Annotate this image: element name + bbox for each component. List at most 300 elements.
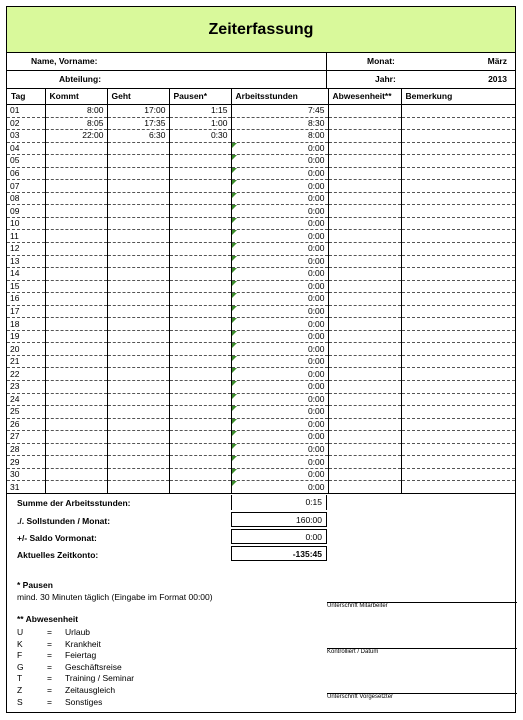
arbeitsstunden-cell[interactable] — [231, 418, 328, 431]
pausen-cell[interactable] — [169, 280, 231, 293]
abwesenheit-cell[interactable] — [328, 268, 401, 281]
kommt-cell[interactable] — [45, 330, 107, 343]
table-row — [7, 381, 515, 394]
kommt-cell[interactable] — [45, 393, 107, 406]
bemerkung-cell[interactable] — [401, 343, 515, 356]
pausen-cell[interactable] — [169, 393, 231, 406]
day-cell[interactable]: 05 — [7, 155, 45, 168]
header-row-department — [7, 71, 515, 89]
kommt-cell[interactable] — [45, 243, 107, 256]
col-header-bemerkung: Bemerkung — [401, 88, 515, 105]
abwesenheit-cell[interactable] — [328, 117, 401, 130]
geht-cell[interactable] — [107, 230, 169, 243]
pausen-cell[interactable] — [169, 431, 231, 444]
absence-code: U — [17, 627, 24, 637]
comment-marker-icon — [232, 205, 237, 210]
kommt-cell[interactable] — [45, 355, 107, 368]
pausen-cell[interactable] — [169, 368, 231, 381]
arbeitsstunden-value: 0:00 — [307, 168, 325, 178]
year-label: Jahr: — [375, 74, 396, 84]
abwesenheit-cell[interactable] — [328, 142, 401, 155]
bemerkung-cell[interactable] — [401, 406, 515, 419]
comment-marker-icon — [232, 419, 237, 424]
geht-cell[interactable] — [107, 243, 169, 256]
pausen-cell[interactable] — [169, 355, 231, 368]
arbeitsstunden-value: 0:00 — [307, 218, 325, 229]
arbeitsstunden-cell[interactable] — [231, 192, 328, 205]
pausen-cell[interactable] — [169, 205, 231, 218]
kommt-cell[interactable] — [45, 381, 107, 394]
table-row — [7, 330, 515, 343]
day-cell[interactable]: 09 — [7, 205, 45, 218]
arbeitsstunden-value: 0:00 — [307, 406, 325, 417]
abwesenheit-cell[interactable] — [328, 205, 401, 218]
table-row — [7, 456, 515, 469]
abwesenheit-cell[interactable] — [328, 431, 401, 444]
arbeitsstunden-cell[interactable] — [231, 456, 328, 469]
abwesenheit-cell[interactable] — [328, 192, 401, 205]
arbeitsstunden-cell[interactable]: 7:45 — [231, 105, 328, 118]
kommt-cell[interactable] — [45, 155, 107, 168]
geht-cell[interactable] — [107, 180, 169, 193]
bemerkung-cell[interactable] — [401, 130, 515, 143]
abwesenheit-cell[interactable] — [328, 230, 401, 243]
day-cell[interactable]: 08 — [7, 192, 45, 205]
arbeitsstunden-cell[interactable] — [231, 217, 328, 230]
bemerkung-cell[interactable] — [401, 318, 515, 331]
abwesenheit-cell[interactable] — [328, 167, 401, 180]
arbeitsstunden-cell[interactable] — [231, 468, 328, 481]
abwesenheit-cell[interactable] — [328, 381, 401, 394]
abwesenheit-cell[interactable] — [328, 355, 401, 368]
arbeitsstunden-cell[interactable] — [231, 155, 328, 168]
table-row — [7, 481, 515, 494]
arbeitsstunden-value: 0:00 — [307, 155, 325, 166]
bemerkung-cell[interactable] — [401, 443, 515, 456]
saldo-value: 0:00 — [231, 529, 327, 544]
geht-cell[interactable] — [107, 456, 169, 469]
arbeitsstunden-value: 0:00 — [307, 456, 325, 467]
geht-cell[interactable] — [107, 205, 169, 218]
pausen-cell[interactable] — [169, 330, 231, 343]
kommt-cell[interactable] — [45, 468, 107, 481]
table-header-row — [7, 88, 515, 105]
comment-marker-icon — [232, 256, 237, 261]
kommt-cell[interactable] — [45, 280, 107, 293]
abwesenheit-cell[interactable] — [328, 456, 401, 469]
kommt-cell[interactable] — [45, 318, 107, 331]
day-cell[interactable]: 03 — [7, 130, 45, 143]
kommt-cell[interactable] — [45, 217, 107, 230]
arbeitsstunden-cell[interactable] — [231, 393, 328, 406]
pausen-cell[interactable] — [169, 418, 231, 431]
bemerkung-cell[interactable] — [401, 105, 515, 118]
bemerkung-cell[interactable] — [401, 268, 515, 281]
absence-equals: = — [47, 685, 52, 695]
table-row — [7, 167, 515, 180]
kommt-cell[interactable] — [45, 343, 107, 356]
geht-cell[interactable] — [107, 155, 169, 168]
comment-marker-icon — [232, 306, 237, 311]
geht-cell[interactable] — [107, 368, 169, 381]
abwesenheit-cell[interactable] — [328, 155, 401, 168]
day-cell[interactable]: 12 — [7, 243, 45, 256]
arbeitsstunden-cell[interactable] — [231, 142, 328, 155]
abwesenheit-cell[interactable] — [328, 318, 401, 331]
kommt-cell[interactable] — [45, 368, 107, 381]
kommt-cell[interactable] — [45, 180, 107, 193]
arbeitsstunden-cell[interactable]: 8:00 — [231, 130, 328, 143]
bemerkung-cell[interactable] — [401, 180, 515, 193]
geht-cell[interactable] — [107, 381, 169, 394]
kommt-cell[interactable] — [45, 305, 107, 318]
bemerkung-cell[interactable] — [401, 368, 515, 381]
header-row-name — [7, 53, 515, 71]
comment-marker-icon — [232, 193, 237, 198]
absence-equals: = — [47, 696, 52, 707]
arbeitsstunden-cell[interactable] — [231, 481, 328, 494]
arbeitsstunden-cell[interactable] — [231, 330, 328, 343]
absence-code: F — [17, 650, 23, 661]
bemerkung-cell[interactable] — [401, 243, 515, 256]
bemerkung-cell[interactable] — [401, 481, 515, 494]
pausen-cell[interactable] — [169, 406, 231, 419]
absence-code: Z — [17, 685, 23, 695]
bemerkung-cell[interactable] — [401, 393, 515, 406]
pausen-cell[interactable] — [169, 180, 231, 193]
bemerkung-cell[interactable] — [401, 155, 515, 168]
bemerkung-cell[interactable] — [401, 431, 515, 444]
pausen-cell[interactable] — [169, 343, 231, 356]
absence-legend-title: ** Abwesenheit — [17, 614, 79, 624]
kommt-cell[interactable] — [45, 431, 107, 444]
comment-marker-icon — [232, 394, 237, 399]
geht-cell[interactable] — [107, 468, 169, 481]
kommt-cell[interactable] — [45, 142, 107, 155]
day-cell[interactable]: 13 — [7, 255, 45, 268]
comment-marker-icon — [232, 469, 237, 474]
pausen-cell[interactable] — [169, 443, 231, 456]
table-row — [7, 368, 515, 381]
bemerkung-cell[interactable] — [401, 142, 515, 155]
table-row — [7, 280, 515, 293]
arbeitsstunden-cell[interactable] — [231, 381, 328, 394]
geht-cell[interactable] — [107, 318, 169, 331]
col-header-kommt: Kommt — [45, 88, 107, 105]
arbeitsstunden-cell[interactable] — [231, 443, 328, 456]
arbeitsstunden-cell[interactable] — [231, 280, 328, 293]
geht-cell[interactable] — [107, 443, 169, 456]
absence-code: G — [17, 661, 24, 672]
comment-marker-icon — [232, 268, 237, 273]
pausen-cell[interactable] — [169, 456, 231, 469]
geht-cell[interactable] — [107, 305, 169, 318]
arbeitsstunden-cell[interactable] — [231, 167, 328, 180]
absence-equals: = — [47, 661, 52, 672]
day-cell[interactable]: 31 — [7, 481, 45, 494]
abwesenheit-cell[interactable] — [328, 243, 401, 256]
day-cell[interactable]: 02 — [7, 117, 45, 130]
table-row — [7, 130, 515, 143]
arbeitsstunden-value: 0:00 — [307, 180, 325, 191]
kommt-cell[interactable] — [45, 443, 107, 456]
bemerkung-cell[interactable] — [401, 293, 515, 306]
geht-cell[interactable] — [107, 343, 169, 356]
arbeitsstunden-value: 0:00 — [307, 431, 325, 442]
kommt-cell[interactable] — [45, 293, 107, 306]
timesheet — [6, 6, 516, 713]
kommt-cell[interactable] — [45, 406, 107, 419]
bemerkung-cell[interactable] — [401, 117, 515, 130]
day-cell[interactable]: 18 — [7, 318, 45, 331]
geht-cell[interactable]: 6:30 — [107, 130, 169, 143]
month-label: Monat: — [367, 56, 395, 66]
geht-cell[interactable] — [107, 393, 169, 406]
pausen-cell[interactable] — [169, 305, 231, 318]
geht-cell[interactable] — [107, 355, 169, 368]
pausen-note-title: * Pausen — [17, 580, 53, 590]
arbeitsstunden-value: 0:00 — [307, 255, 325, 266]
arbeitsstunden-cell[interactable] — [231, 243, 328, 256]
day-cell[interactable]: 30 — [7, 468, 45, 481]
arbeitsstunden-cell[interactable] — [231, 305, 328, 318]
bemerkung-cell[interactable] — [401, 456, 515, 469]
abwesenheit-cell[interactable] — [328, 105, 401, 118]
comment-marker-icon — [232, 431, 237, 436]
bemerkung-cell[interactable] — [401, 205, 515, 218]
pausen-cell[interactable] — [169, 255, 231, 268]
kommt-cell[interactable] — [45, 268, 107, 281]
day-cell[interactable]: 25 — [7, 406, 45, 419]
abwesenheit-cell[interactable] — [328, 393, 401, 406]
kommt-cell[interactable] — [45, 192, 107, 205]
absence-code: K — [17, 638, 23, 649]
bemerkung-cell[interactable] — [401, 305, 515, 318]
table-row — [7, 268, 515, 281]
day-cell[interactable]: 28 — [7, 443, 45, 456]
absence-equals: = — [47, 673, 52, 684]
geht-cell[interactable] — [107, 418, 169, 431]
arbeitsstunden-cell[interactable] — [231, 368, 328, 381]
bemerkung-cell[interactable] — [401, 255, 515, 268]
pausen-cell[interactable] — [169, 243, 231, 256]
day-cell[interactable]: 20 — [7, 343, 45, 356]
comment-marker-icon — [232, 143, 237, 148]
time-table — [7, 88, 515, 494]
absence-label: Zeitausgleich — [65, 685, 116, 695]
pausen-cell[interactable] — [169, 217, 231, 230]
geht-cell[interactable]: 17:00 — [107, 105, 169, 118]
signature-supervisor: Unterschrift Vorgesetzter — [327, 693, 517, 700]
arbeitsstunden-cell[interactable] — [231, 255, 328, 268]
bemerkung-cell[interactable] — [401, 381, 515, 394]
day-cell[interactable]: 04 — [7, 142, 45, 155]
abwesenheit-cell[interactable] — [328, 343, 401, 356]
pausen-cell[interactable] — [169, 192, 231, 205]
arbeitsstunden-cell[interactable] — [231, 355, 328, 368]
abwesenheit-cell[interactable] — [328, 130, 401, 143]
col-header-pausen: Pausen* — [169, 88, 231, 105]
kommt-cell[interactable] — [45, 456, 107, 469]
arbeitsstunden-value: 0:00 — [307, 193, 325, 204]
bemerkung-cell[interactable] — [401, 355, 515, 368]
bemerkung-cell[interactable] — [401, 468, 515, 481]
page-title: Zeiterfassung — [7, 7, 515, 53]
abwesenheit-cell[interactable] — [328, 305, 401, 318]
absence-label: Urlaub — [65, 627, 91, 637]
geht-cell[interactable] — [107, 280, 169, 293]
absence-label: Geschäftsreise — [65, 661, 122, 672]
abwesenheit-cell[interactable] — [328, 293, 401, 306]
bemerkung-cell[interactable] — [401, 280, 515, 293]
arbeitsstunden-value: 0:00 — [307, 293, 325, 304]
bemerkung-cell[interactable] — [401, 330, 515, 343]
kommt-cell[interactable]: 8:05 — [45, 117, 107, 130]
geht-cell[interactable] — [107, 481, 169, 494]
arbeitsstunden-cell[interactable]: 8:30 — [231, 117, 328, 130]
table-row — [7, 431, 515, 444]
day-cell[interactable]: 11 — [7, 230, 45, 243]
day-cell[interactable]: 16 — [7, 293, 45, 306]
pausen-cell[interactable] — [169, 381, 231, 394]
bemerkung-cell[interactable] — [401, 192, 515, 205]
day-cell[interactable]: 07 — [7, 180, 45, 193]
day-cell[interactable]: 27 — [7, 431, 45, 444]
arbeitsstunden-cell[interactable] — [231, 268, 328, 281]
comment-marker-icon — [232, 356, 237, 361]
header-divider — [326, 53, 327, 88]
bemerkung-cell[interactable] — [401, 418, 515, 431]
kommt-cell[interactable]: 8:00 — [45, 105, 107, 118]
col-header-tag: Tag — [7, 88, 45, 105]
comment-marker-icon — [232, 155, 237, 160]
geht-cell[interactable]: 17:35 — [107, 117, 169, 130]
abwesenheit-cell[interactable] — [328, 180, 401, 193]
bemerkung-cell[interactable] — [401, 217, 515, 230]
sum-label: Summe der Arbeitsstunden: — [17, 498, 131, 508]
comment-marker-icon — [232, 230, 237, 235]
geht-cell[interactable] — [107, 192, 169, 205]
day-cell[interactable]: 14 — [7, 268, 45, 281]
bemerkung-cell[interactable] — [401, 230, 515, 243]
geht-cell[interactable] — [107, 293, 169, 306]
kommt-cell[interactable] — [45, 230, 107, 243]
abwesenheit-cell[interactable] — [328, 217, 401, 230]
arbeitsstunden-cell[interactable] — [231, 431, 328, 444]
abwesenheit-cell[interactable] — [328, 468, 401, 481]
geht-cell[interactable] — [107, 142, 169, 155]
comment-marker-icon — [232, 331, 237, 336]
day-cell[interactable]: 10 — [7, 217, 45, 230]
arbeitsstunden-cell[interactable] — [231, 293, 328, 306]
geht-cell[interactable] — [107, 255, 169, 268]
pausen-cell[interactable] — [169, 481, 231, 494]
day-cell[interactable]: 06 — [7, 167, 45, 180]
department-label: Abteilung: — [59, 74, 102, 84]
comment-marker-icon — [232, 180, 237, 185]
comment-marker-icon — [232, 343, 237, 348]
arbeitsstunden-cell[interactable] — [231, 343, 328, 356]
arbeitsstunden-value: 0:00 — [307, 469, 325, 480]
sum-value: 0:15 — [231, 495, 327, 510]
col-header-arbeitsstunden: Arbeitsstunden — [231, 88, 328, 105]
table-row — [7, 142, 515, 155]
arbeitsstunden-cell[interactable] — [231, 230, 328, 243]
day-cell[interactable]: 26 — [7, 418, 45, 431]
pausen-cell[interactable] — [169, 468, 231, 481]
konto-label: Aktuelles Zeitkonto: — [17, 550, 99, 560]
day-cell[interactable]: 15 — [7, 280, 45, 293]
abwesenheit-cell[interactable] — [328, 481, 401, 494]
pausen-cell[interactable]: 1:00 — [169, 117, 231, 130]
arbeitsstunden-cell[interactable] — [231, 180, 328, 193]
day-cell[interactable]: 24 — [7, 393, 45, 406]
geht-cell[interactable] — [107, 431, 169, 444]
geht-cell[interactable] — [107, 406, 169, 419]
pausen-cell[interactable] — [169, 230, 231, 243]
col-header-abwesenheit: Abwesenheit** — [328, 88, 401, 105]
arbeitsstunden-value: 0:00 — [307, 481, 325, 492]
soll-label: ./. Sollstunden / Monat: — [17, 516, 111, 526]
pausen-cell[interactable] — [169, 142, 231, 155]
pausen-cell[interactable] — [169, 268, 231, 281]
arbeitsstunden-cell[interactable] — [231, 205, 328, 218]
arbeitsstunden-cell[interactable] — [231, 318, 328, 331]
abwesenheit-cell[interactable] — [328, 368, 401, 381]
kommt-cell[interactable] — [45, 418, 107, 431]
geht-cell[interactable] — [107, 217, 169, 230]
day-cell[interactable]: 23 — [7, 381, 45, 394]
day-cell[interactable]: 01 — [7, 105, 45, 118]
abwesenheit-cell[interactable] — [328, 255, 401, 268]
arbeitsstunden-value: 0:00 — [307, 230, 325, 241]
bemerkung-cell[interactable] — [401, 167, 515, 180]
pausen-cell[interactable] — [169, 293, 231, 306]
geht-cell[interactable] — [107, 268, 169, 281]
abwesenheit-cell[interactable] — [328, 418, 401, 431]
arbeitsstunden-value: 0:00 — [307, 268, 325, 279]
pausen-cell[interactable]: 0:30 — [169, 130, 231, 143]
kommt-cell[interactable] — [45, 167, 107, 180]
kommt-cell[interactable] — [45, 481, 107, 494]
day-cell[interactable]: 19 — [7, 330, 45, 343]
kommt-cell[interactable] — [45, 205, 107, 218]
pausen-cell[interactable] — [169, 155, 231, 168]
table-row — [7, 243, 515, 256]
geht-cell[interactable] — [107, 330, 169, 343]
geht-cell[interactable] — [107, 167, 169, 180]
pausen-cell[interactable]: 1:15 — [169, 105, 231, 118]
kommt-cell[interactable] — [45, 255, 107, 268]
abwesenheit-cell[interactable] — [328, 280, 401, 293]
table-row — [7, 230, 515, 243]
abwesenheit-cell[interactable] — [328, 406, 401, 419]
day-cell[interactable]: 29 — [7, 456, 45, 469]
pausen-cell[interactable] — [169, 167, 231, 180]
day-cell[interactable]: 17 — [7, 305, 45, 318]
table-row — [7, 217, 515, 230]
day-cell[interactable]: 21 — [7, 355, 45, 368]
kommt-cell[interactable]: 22:00 — [45, 130, 107, 143]
arbeitsstunden-cell[interactable] — [231, 406, 328, 419]
abwesenheit-cell[interactable] — [328, 443, 401, 456]
table-row — [7, 255, 515, 268]
day-cell[interactable]: 22 — [7, 368, 45, 381]
comment-marker-icon — [232, 481, 237, 486]
comment-marker-icon — [232, 381, 237, 386]
pausen-cell[interactable] — [169, 318, 231, 331]
abwesenheit-cell[interactable] — [328, 330, 401, 343]
